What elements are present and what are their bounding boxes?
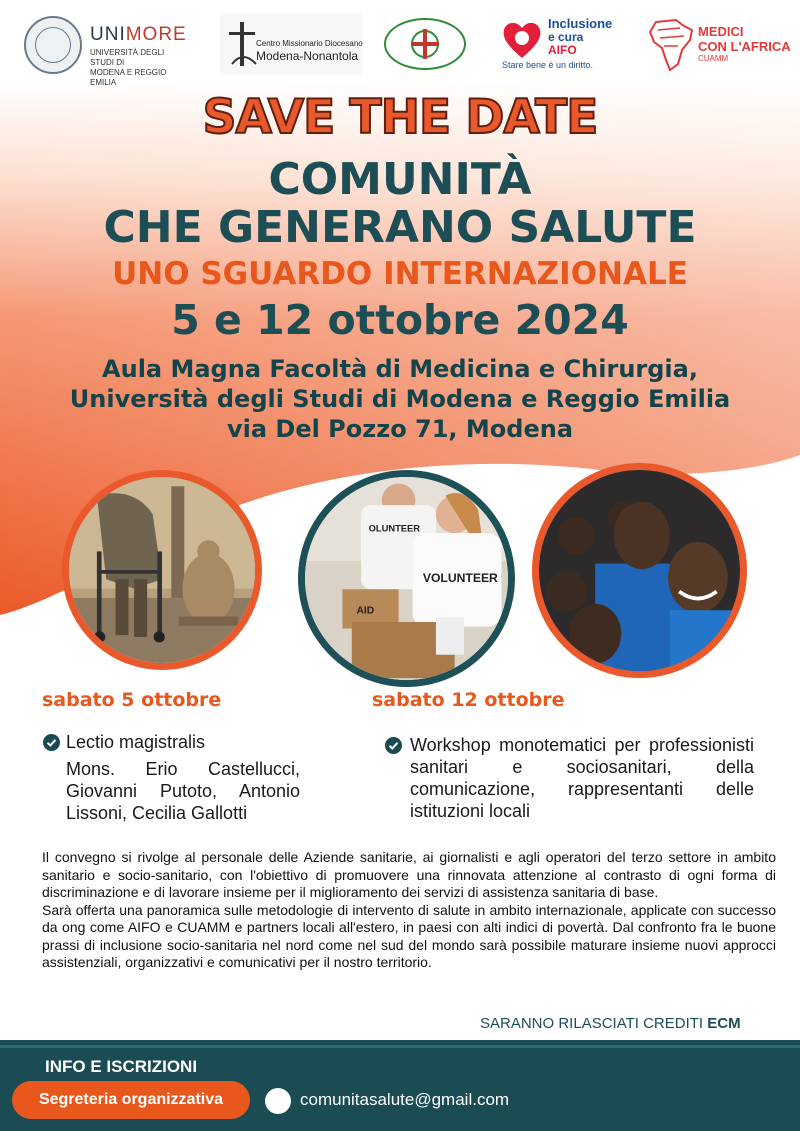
email-bullet-icon: [265, 1088, 291, 1114]
event-description: [42, 849, 776, 972]
description-paragraph-2: Sarà offerta una panoramica sulle metodologie di intervento di salute in ambito internazionale, applicate con successo da ong come AIFO e CUAMM e partners locali all'estero, in paesi con alti indici di povertà. Dal confronto fra le buone prassi di inclusione socio-sanitaria nel nord come nel sud del mondo sarà possibile maturare insieme nuovi approcci assistenziali, organizzativi e comunicativi per il nostro territorio.: [42, 901, 776, 970]
day1-label: sabato 5 ottobre: [42, 689, 222, 711]
unimore-logo: UNIMORE UNIVERSITÀ DEGLI STUDI DI MODENA E REGGIO EMILIA: [22, 14, 192, 78]
aifo-logo: Inclusione e cura AIFO Stare bene è un diritto.: [500, 14, 628, 72]
check-circle-icon: [385, 737, 402, 754]
title-line-2: CHE GENERANO SALUTE: [103, 202, 697, 253]
check-circle-icon: [43, 734, 60, 751]
cuamm-logo: MEDICI CON L'AFRICA CUAMM: [644, 14, 790, 74]
day2-label: sabato 12 ottobre: [372, 689, 565, 711]
cross-icon: [226, 20, 260, 68]
subtitle: UNO SGUARDO INTERNAZIONALE: [112, 256, 688, 292]
mission-oval-logo: [384, 18, 466, 70]
unimore-subtitle: UNIVERSITÀ DEGLI STUDI DI MODENA E REGGIO EMILIA: [90, 48, 167, 87]
photo-children: [532, 463, 747, 678]
centro-missionario-logo: Centro Missionario Diocesano Modena-Nonantola: [220, 14, 362, 74]
heart-icon: [500, 18, 544, 62]
title-line-1: COMUNITÀ: [268, 154, 532, 205]
venue: Aula Magna Facoltà di Medicina e Chirurgia, Università degli Studi di Modena e Reggio Emilia via Del Pozzo 71, Modena: [69, 355, 731, 443]
save-the-date-heading: SAVE THE DATE: [202, 90, 598, 145]
globe-cross-icon: [405, 26, 445, 62]
photo-elderly-walker: [62, 470, 262, 670]
event-dates: 5 e 12 ottobre 2024: [171, 296, 629, 344]
day1-item-detail: Mons. Erio Castellucci, Giovanni Putoto, Antonio Lissoni, Cecilia Gallotti: [66, 759, 300, 823]
day1-item-title: Lectio magistralis: [66, 732, 206, 752]
footer-divider: [0, 1045, 800, 1048]
svg-text:OLUNTEER: OLUNTEER: [368, 523, 421, 534]
contact-email-link[interactable]: comunitasalute@gmail.com: [300, 1090, 510, 1109]
svg-text:AID: AID: [356, 605, 375, 617]
ecm-credits: SARANNO RILASCIATI CREDITI ECM: [480, 1015, 741, 1032]
africa-map-icon: [646, 16, 696, 72]
svg-text:VOLUNTEER: VOLUNTEER: [422, 570, 498, 585]
info-title: INFO E ISCRIZIONI: [45, 1057, 198, 1076]
segreteria-button[interactable]: Segreteria organizzativa: [12, 1081, 250, 1119]
day2-item-text: Workshop monotematici per professionisti sanitari e sociosanitari, della comunicazione, rappresentanti delle istituzioni locali: [410, 735, 754, 821]
description-paragraph-1: Il convegno si rivolge al personale delle Aziende sanitarie, ai giornalisti e agli operatori del terzo settore in ambito sanitario e socio-sanitario, con l'obiettivo di promuovere una rinnovata attenzione al contrasto di ogni forma di discriminazione e di lavorare insieme per il miglioramento dei servizi di assistenza sanitaria di base.: [42, 849, 776, 900]
university-seal-icon: [24, 16, 82, 74]
photo-volunteers: [298, 470, 515, 687]
